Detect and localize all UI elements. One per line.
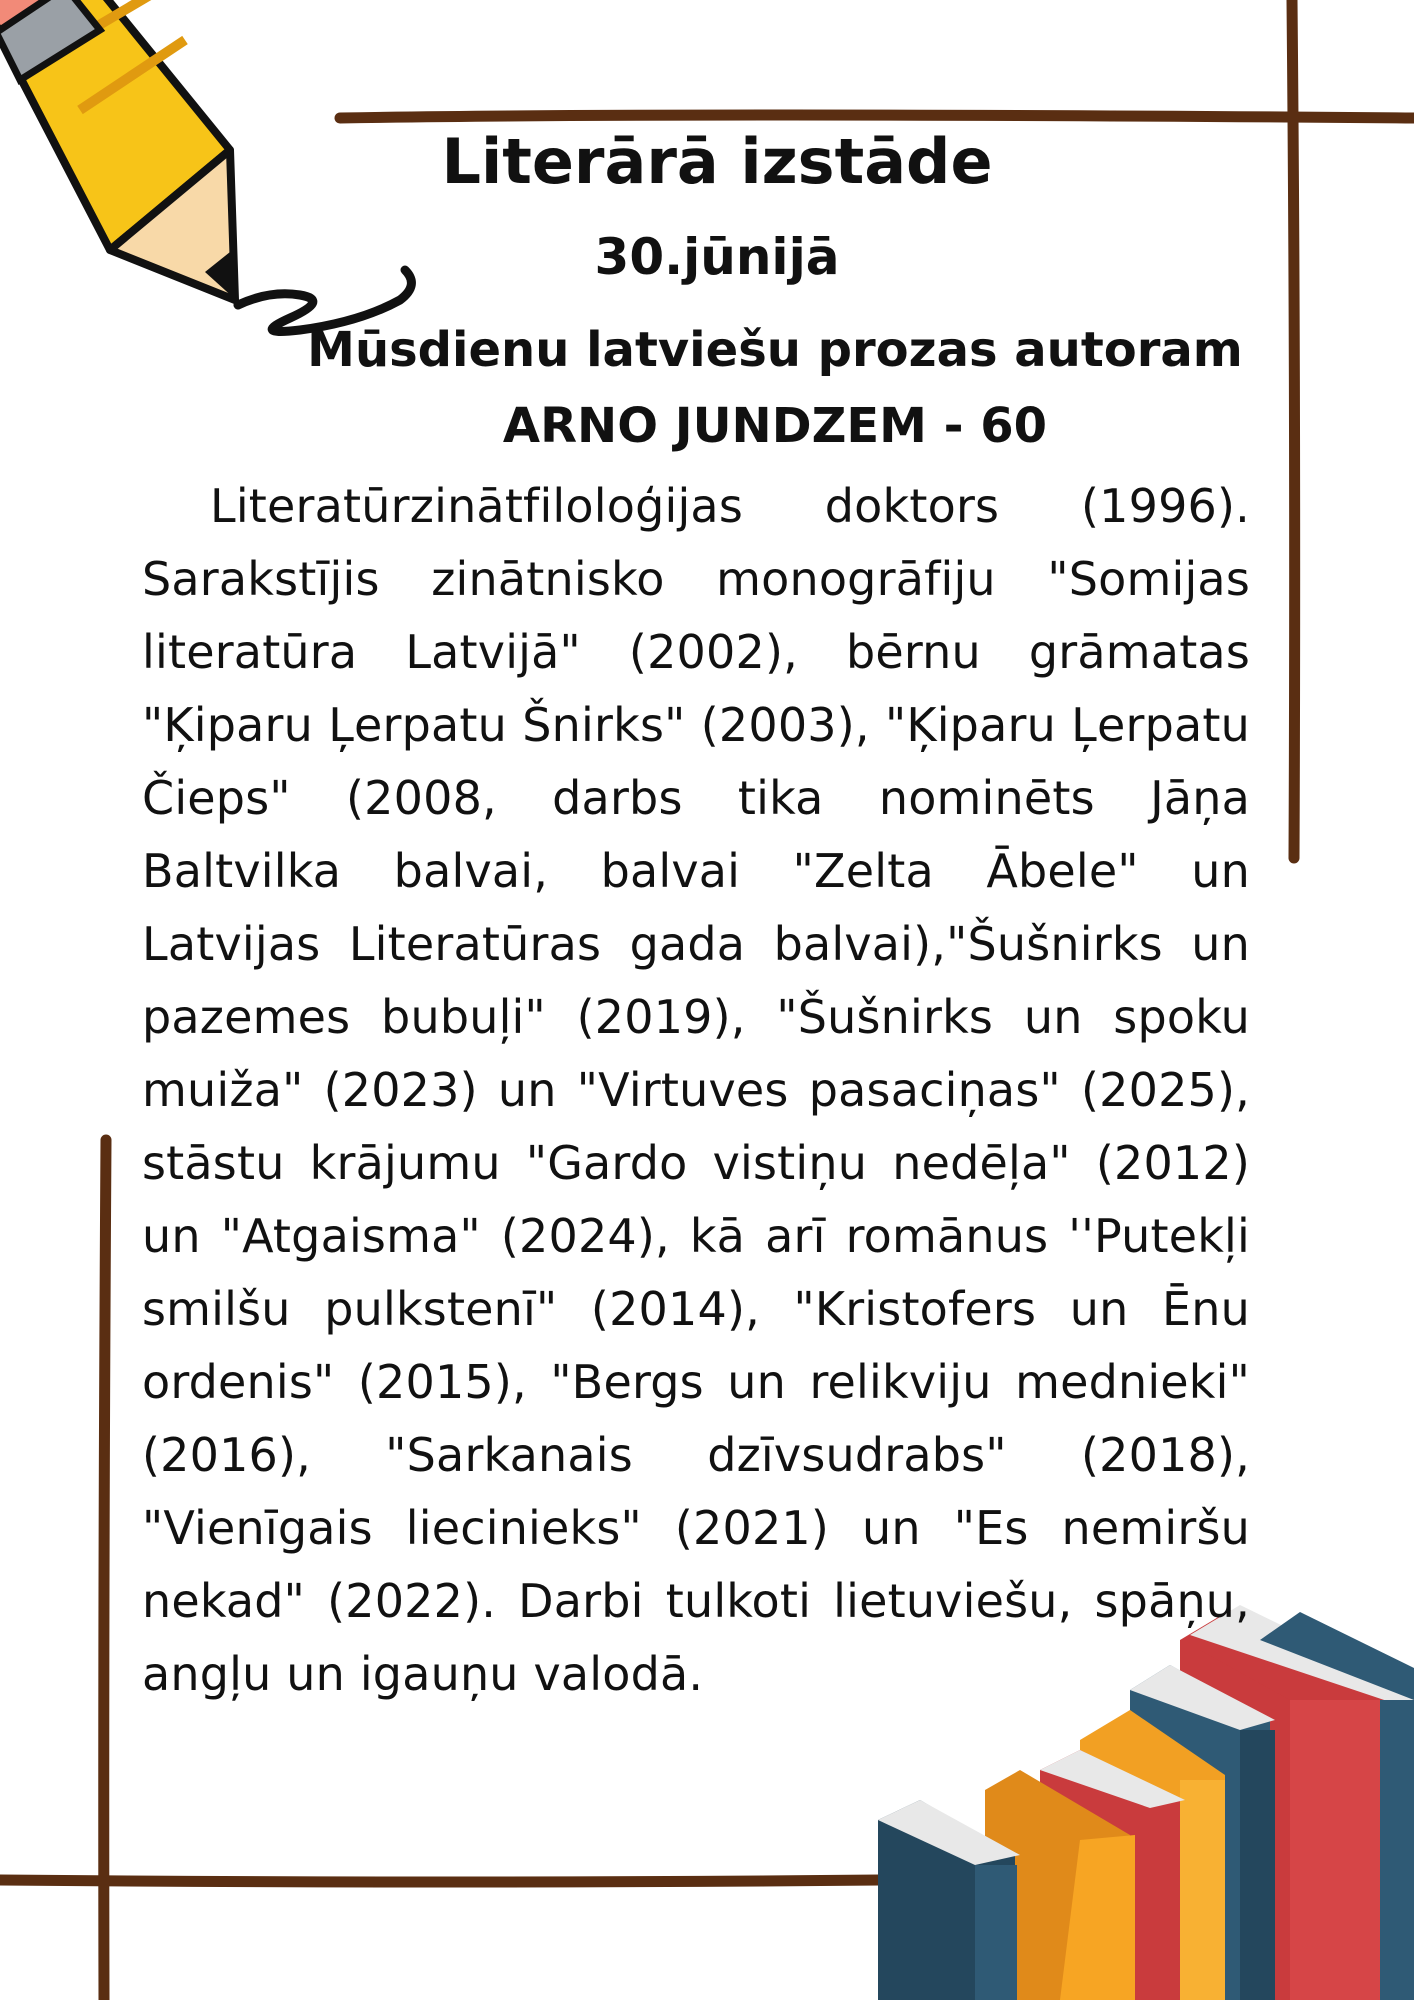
dedication-heading	[300, 312, 1250, 464]
dedication-line-1: Mūsdienu latviešu prozas autoram	[307, 322, 1243, 378]
page-title: Literārā izstāde	[441, 125, 993, 198]
biography-paragraph: Literatūrzinātfiloloģijas doktors (1996). Sarakstījis zinātnisko monogrāfiju "Somijas literatūra Latvijā" (2002), bērnu grāmatas "Ķiparu Ļerpatu Šnirks" (2003), "Ķiparu Ļerpatu Čieps" (2008, darbs tika nominēts Jāņa Baltvilka balvai, balvai "Zelta Ābele" un Latvijas Literatūras gada balvai),"Šušnirks un pazemes bubuļi" (2019), "Šušnirks un spoku muiža" (2023) un "Virtuves pasaciņas" (2025), stāstu krājumu "Gardo vistiņu nedēļa" (2012) un "Atgaisma" (2024), kā arī romānus ''Putekļi smilšu pulkstenī" (2014), "Kristofers un Ēnu ordenis" (2015), "Bergs un relikviju mednieki" (2016), "Sarkanais dzīvsudrabs" (2018), "Vienīgais liecinieks" (2021) un "Es nemiršu nekad" (2022). Darbi tulkoti lietuviešu, spāņu, angļu un igauņu valodā.	[142, 479, 1250, 1701]
event-date: 30.jūnijā	[594, 228, 840, 286]
dedication-line-2: ARNO JUNDZEM - 60	[502, 398, 1048, 454]
